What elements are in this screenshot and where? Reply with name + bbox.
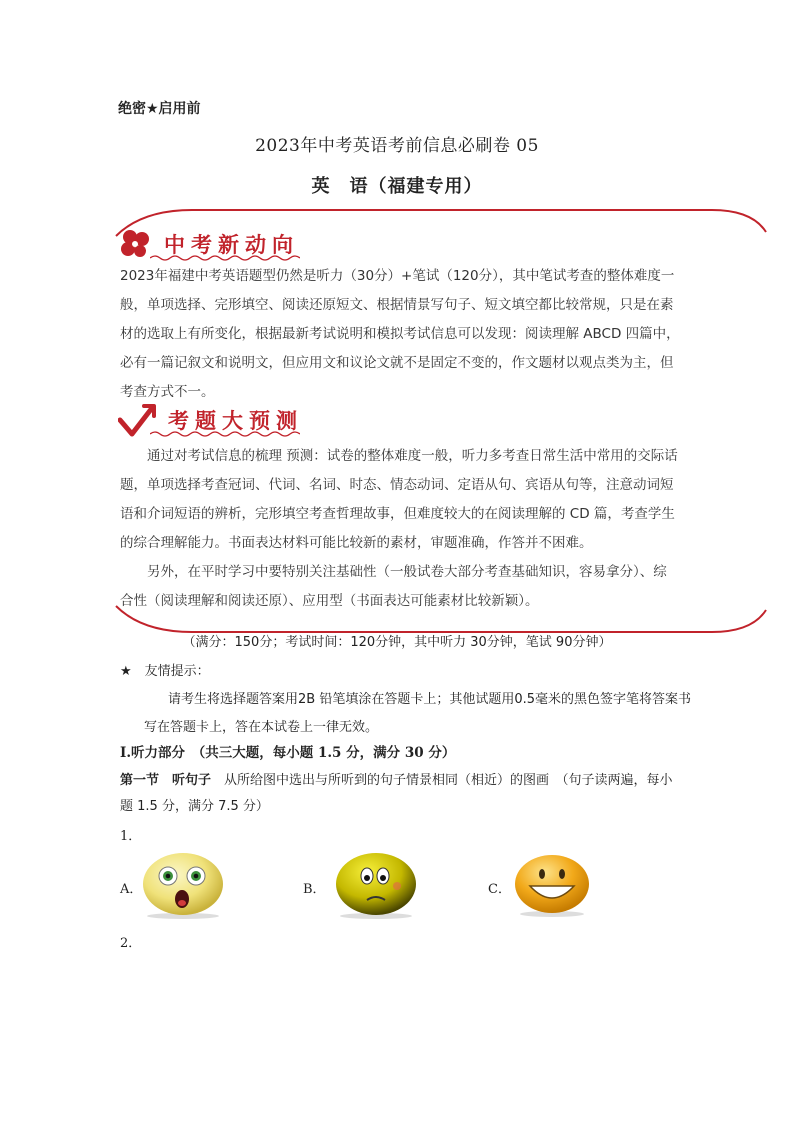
tips-heading: ★ 友情提示：	[120, 664, 210, 679]
trend-paragraph: 2023年福建中考英语题型仍然是听力（30分）+笔试（120分），其中笔试考查的整体难度一般，单项选择、完形填空、阅读还原短文、根据情景写句子、短文填空都比较常规，只是在素材的选取上有所变化，根据最新考试说明和模拟考试信息可以发现：阅读理解 ABCD 四篇中，必有一篇记叙文和说明文，但应用文和议论文就不是固定不变的，作文题材以观点类为主，但考查方式不一。	[120, 268, 680, 400]
predict-paragraphs	[120, 442, 680, 616]
clover-icon	[118, 228, 154, 260]
predict-paragraph-2: 另外，在平时学习中要特别关注基础性（一般试卷大部分考查基础知识，容易拿分）、综合性（阅读理解和阅读还原）、应用型（书面表达可能素材比较新颖）。	[120, 564, 667, 609]
tips-body: 请考生将选择题答案用2B 铅笔填涂在答题卡上；其他试题用0.5毫米的黑色签字笔将答案书写在答题卡上，答在本试卷上一律无效。	[144, 692, 691, 735]
confidential-label: 绝密★启用前	[118, 101, 201, 117]
section-1-desc: 从所给图中选出与所听到的句子情景相同（相近）的图画 （句子读两遍，每小题 1.5 分，满分 7.5 分）	[120, 773, 673, 814]
exam-title: 2023年中考英语考前信息必刷卷 05	[255, 136, 539, 156]
listening-section-1	[120, 768, 680, 820]
wavy-underline	[150, 430, 300, 438]
wavy-underline	[150, 254, 300, 262]
option-label-a: A．	[120, 882, 143, 897]
predict-heading-text: 考题大预测	[168, 409, 303, 433]
section-1-label: 第一节 听句子	[120, 773, 212, 788]
option-label-c: C．	[488, 882, 511, 897]
question-number: 1．	[120, 829, 142, 844]
trend-heading-text: 中考新动向	[164, 233, 299, 257]
sad-face-icon	[333, 850, 419, 920]
smiling-face-icon	[512, 852, 592, 918]
exam-subtitle: 英 语（福建专用）	[311, 176, 483, 197]
question-number: 2．	[120, 936, 142, 951]
option-label-b: B．	[303, 882, 326, 897]
listening-part-title: I.听力部分 （共三大题，每小题 1.5 分，满分 30 分）	[120, 745, 456, 761]
surprised-face-icon	[140, 850, 226, 920]
exam-info: （满分：150分；考试时间：120分钟，其中听力 30分钟，笔试 90分钟）	[182, 635, 612, 650]
predict-paragraph-1: 通过对考试信息的梳理 预测：试卷的整体难度一般，听力多考查日常生活中常用的交际话题，单项选择考查冠词、代词、名词、时态、情态动词、定语从句、宾语从句等，注意动词短语和介词短语的辨析，完形填空考查哲理故事，但难度较大的在阅读理解的 CD 篇，考查学生的综合理解能力。书面表达材料可能比较新的素材，审题准确，作答并不困难。	[120, 448, 678, 551]
